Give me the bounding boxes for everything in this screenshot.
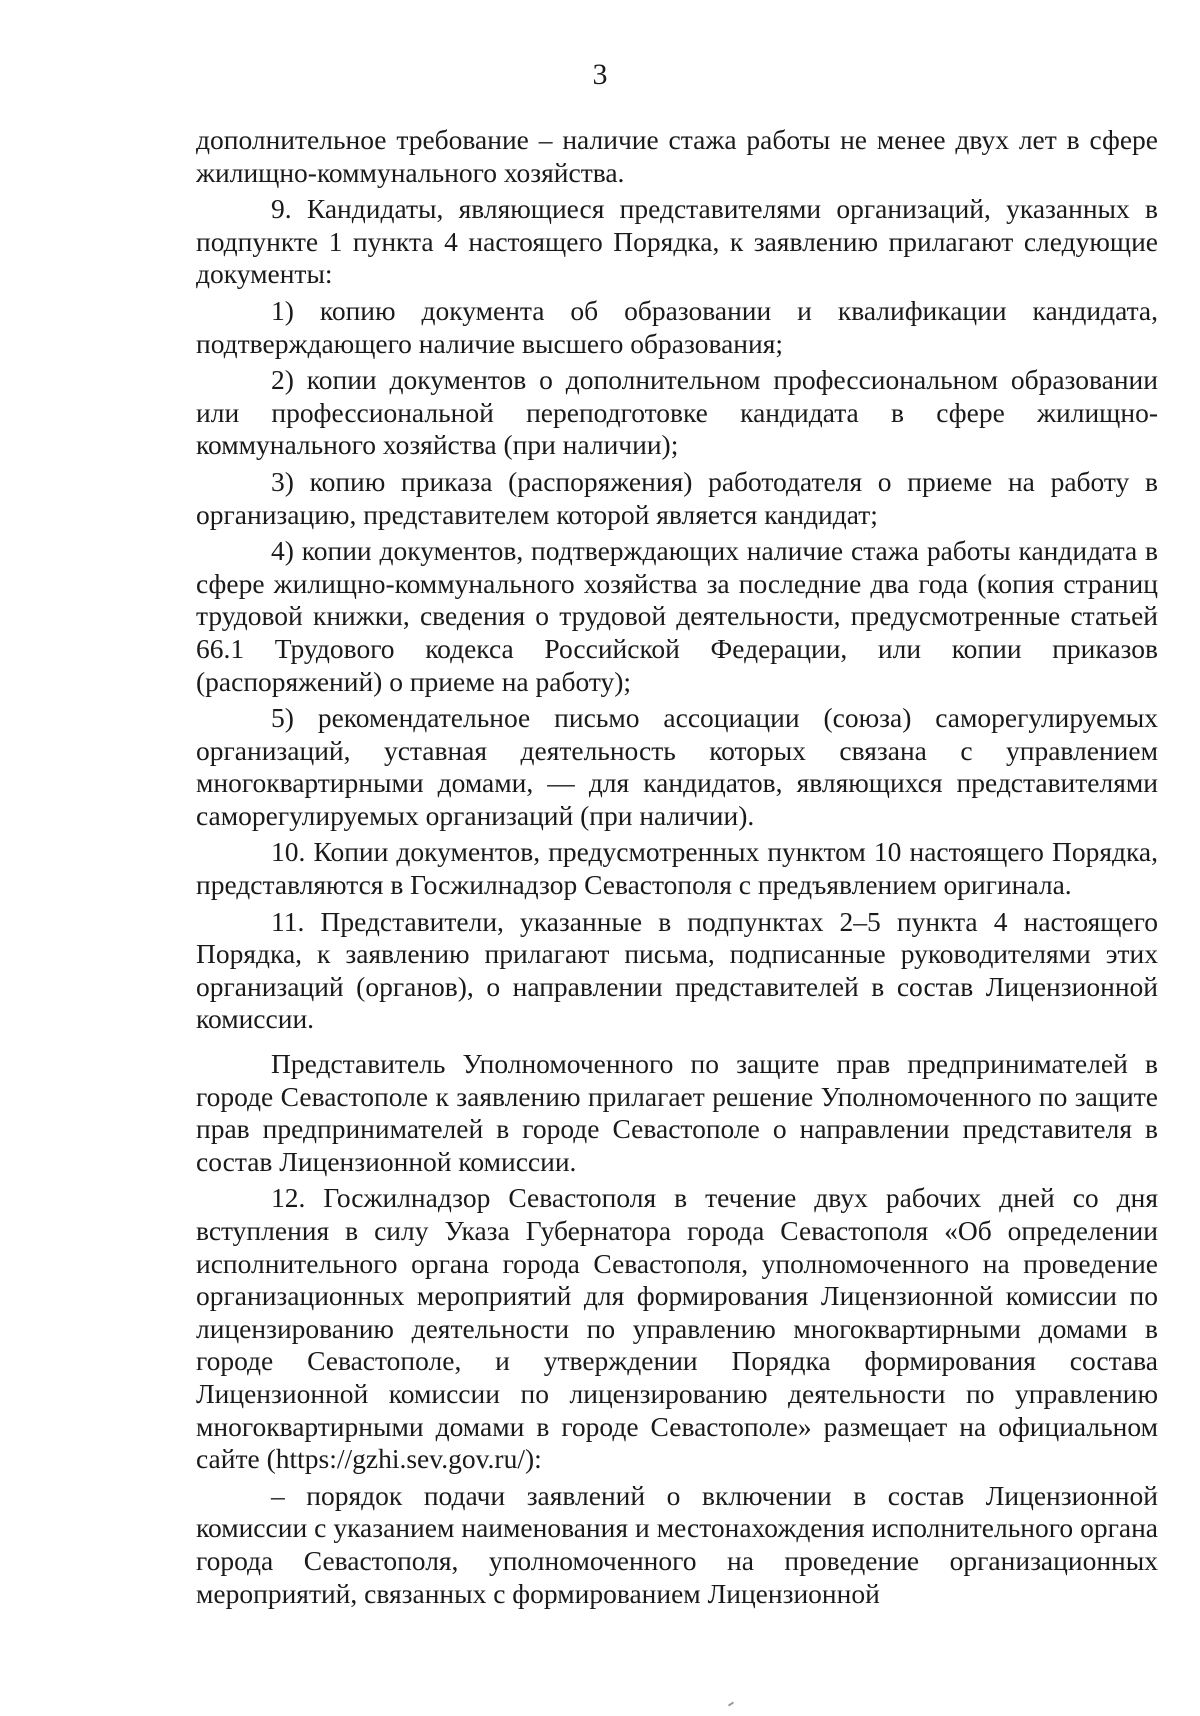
paragraph-item-9-5: 5) рекомендательное письмо ассоциации (союза) саморегулируемых организаций, уставная деятельность которых связана с управлением многоквартирными домами, — для кандидатов, являющихся представителями саморегулируемых организаций (при наличии).	[196, 702, 1158, 831]
page-number: 3	[592, 58, 608, 91]
paragraph-item-9-4: 4) копии документов, подтверждающих наличие стажа работы кандидата в сфере жилищно-коммунального хозяйства за последние два года (копия страниц трудовой книжки, сведения о трудовой деятельности, предусмотренные статьей 66.1 Трудового кодекса Российской Федерации, или копии приказов (распоряжений) о приеме на работу);	[196, 535, 1158, 697]
paragraph-item-11-representative: Представитель Уполномоченного по защите прав предпринимателей в городе Севастополе к заявлению прилагает решение Уполномоченного по защите прав предпринимателей в городе Севастополе о направлении представителя в состав Лицензионной комиссии.	[196, 1048, 1158, 1177]
paragraph-item-9: 9. Кандидаты, являющиеся представителями организаций, указанных в подпункте 1 пункта 4 настоящего Порядка, к заявлению прилагают следующие документы:	[196, 193, 1158, 290]
document-body	[196, 124, 1158, 1610]
paragraph-continuation: дополнительное требование – наличие стажа работы не менее двух лет в сфере жилищно-коммунального хозяйства.	[196, 124, 1158, 188]
paragraph-item-12-dash: – порядок подачи заявлений о включении в состав Лицензионной комиссии с указанием наименования и местонахождения исполнительного органа города Севастополя, уполномоченного на проведение организационных мероприятий, связанных с формированием Лицензионной	[196, 1479, 1158, 1609]
scan-mark	[728, 1701, 734, 1706]
paragraph-item-11: 11. Представители, указанные в подпунктах 2–5 пункта 4 настоящего Порядка, к заявлению прилагают письма, подписанные руководителями этих организаций (органов), о направлении представителей в состав Лицензионной комиссии.	[196, 905, 1158, 1035]
paragraph-item-10: 10. Копии документов, предусмотренных пунктом 10 настоящего Порядка, представляются в Госжилнадзор Севастополя с предъявлением оригинала.	[196, 836, 1158, 901]
paragraph-item-12: 12. Госжилнадзор Севастополя в течение двух рабочих дней со дня вступления в силу Указа Губернатора города Севастополя «Об определении исполнительного органа города Севастополя, уполномоченного на проведение организационных мероприятий для формирования Лицензионной комиссии по лицензированию деятельности по управлению многоквартирными домами в городе Севастополе, и утверждении Порядка формирования состава Лицензионной комиссии по лицензированию деятельности по управлению многоквартирными домами в городе Севастополе» размещает на официальном сайте (https://gzhi.sev.gov.ru/):	[196, 1182, 1158, 1475]
paragraph-item-9-1: 1) копию документа об образовании и квалификации кандидата, подтверждающего наличие высшего образования;	[196, 294, 1158, 359]
paragraph-item-9-3: 3) копию приказа (распоряжения) работодателя о приеме на работу в организацию, представителем которой является кандидат;	[196, 465, 1158, 530]
paragraph-item-9-2: 2) копии документов о дополнительном профессиональном образовании или профессиональной переподготовке кандидата в сфере жилищно-коммунального хозяйства (при наличии);	[196, 364, 1158, 461]
